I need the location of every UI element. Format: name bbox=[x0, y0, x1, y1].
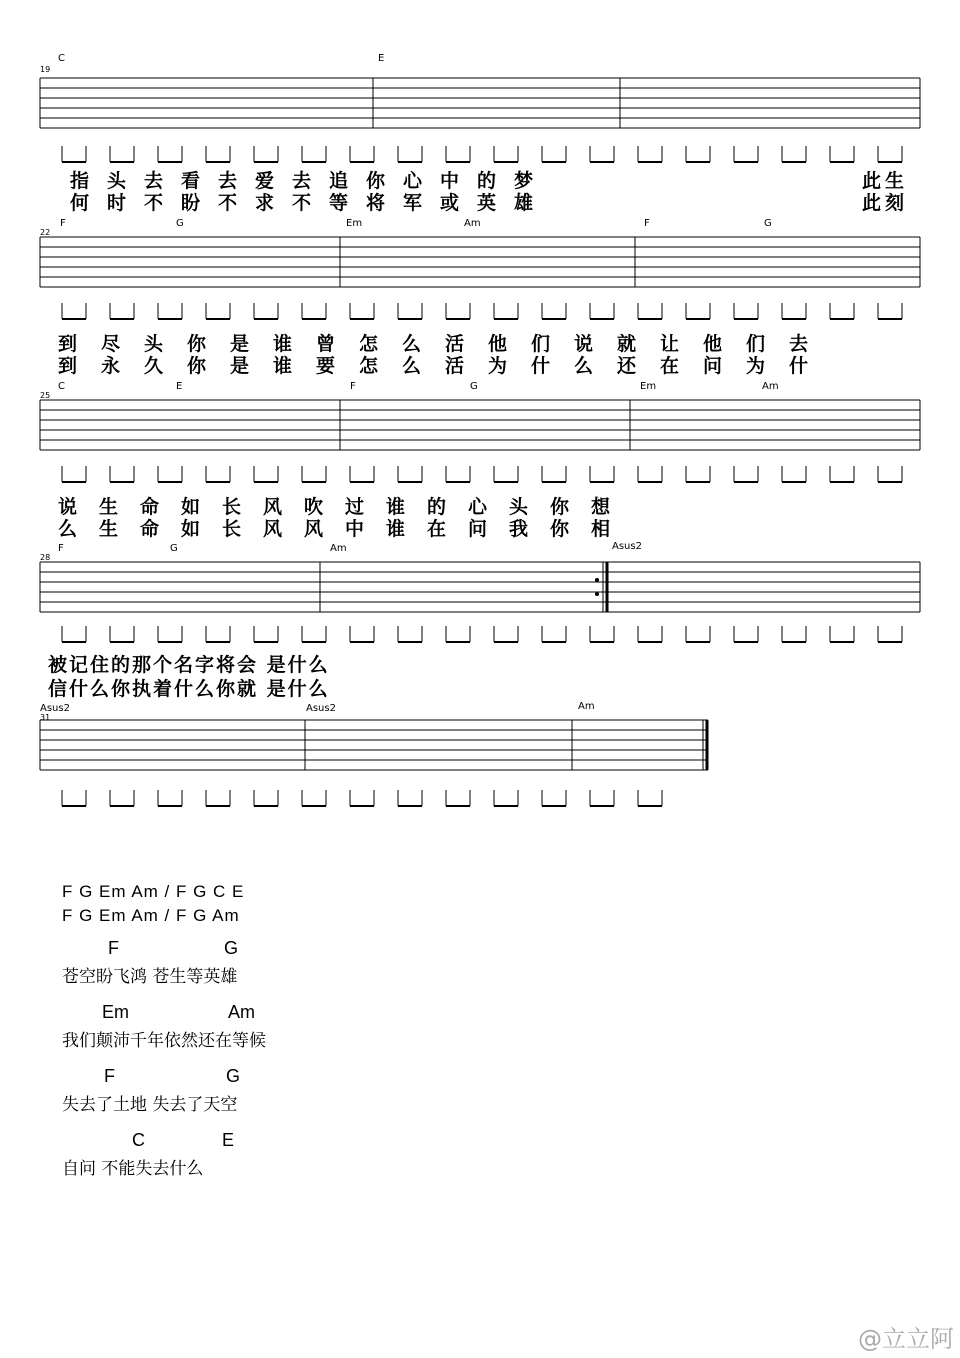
measure-number: 22 bbox=[40, 228, 51, 237]
chord-label: C bbox=[58, 381, 65, 392]
chord-label: G bbox=[224, 938, 239, 958]
rhythm-marks bbox=[62, 790, 662, 806]
rhythm-marks bbox=[62, 146, 902, 162]
chord-label: G bbox=[470, 381, 478, 392]
chord-label: G bbox=[764, 218, 772, 229]
lyric-line-2: 么生命如长风风中谁在问我你相 bbox=[58, 518, 633, 540]
chord-progression: F G Em Am / F G Am bbox=[62, 906, 240, 925]
measure-number: 31 bbox=[40, 713, 51, 722]
chord-label: Asus2 bbox=[306, 703, 336, 714]
chord-sheet bbox=[62, 880, 482, 1184]
lyric-block bbox=[62, 1130, 482, 1184]
lyric-tail-2: 此刻 bbox=[862, 192, 909, 214]
watermark: @立立阿 bbox=[858, 1325, 954, 1353]
measure-number: 19 bbox=[40, 65, 51, 74]
chord-label: F bbox=[108, 938, 119, 958]
chord-label: F bbox=[350, 381, 356, 392]
chord-label: Am bbox=[330, 543, 347, 554]
tab-staff bbox=[0, 700, 960, 820]
chord-label: G bbox=[176, 218, 184, 229]
rhythm-marks bbox=[62, 626, 902, 642]
lyric-block bbox=[62, 1066, 482, 1120]
chord-label: Asus2 bbox=[612, 541, 642, 552]
lyric-block bbox=[62, 938, 482, 992]
chord-label: Em bbox=[102, 1002, 129, 1022]
lyric-text: 自问 不能失去什么 bbox=[62, 1159, 204, 1179]
lyric-line-2: 到永久你是谁要怎么活为什么还在问为什 bbox=[58, 355, 833, 377]
chord-label: Am bbox=[228, 1002, 255, 1022]
lyric-block bbox=[62, 1002, 482, 1056]
chord-label: Am bbox=[464, 218, 481, 229]
lyric-tail-1: 此生 bbox=[862, 170, 909, 192]
lyric-line-2: 何时不盼不求不等将军或英雄 bbox=[70, 192, 552, 214]
chord-progression: F G Em Am / F G C E bbox=[62, 882, 245, 901]
tab-system-4 bbox=[0, 540, 960, 705]
tab-system-1 bbox=[0, 50, 960, 214]
chord-label: Asus2 bbox=[40, 703, 70, 714]
lyric-line-1: 说生命如长风吹过谁的心头你想 bbox=[58, 496, 633, 518]
chord-label: G bbox=[226, 1066, 241, 1086]
chord-label: F bbox=[60, 218, 66, 229]
measure-number: 28 bbox=[40, 553, 51, 562]
chord-label: E bbox=[176, 381, 183, 392]
chord-label: Em bbox=[640, 381, 657, 392]
chord-label: E bbox=[378, 53, 385, 64]
measure-number: 25 bbox=[40, 391, 51, 400]
chord-label: F bbox=[644, 218, 650, 229]
lyric-text: 我们颠沛千年依然还在等候 bbox=[62, 1031, 266, 1051]
chord-label: E bbox=[222, 1130, 235, 1150]
chord-label: F bbox=[58, 543, 64, 554]
rhythm-marks bbox=[62, 466, 902, 482]
lyric-line-2: 信什么你执着什么你就 是什么 bbox=[48, 678, 330, 700]
chord-label: G bbox=[170, 543, 178, 554]
chord-label: F bbox=[104, 1066, 115, 1086]
chord-label: Am bbox=[578, 701, 595, 712]
tab-system-3 bbox=[0, 378, 960, 548]
chord-label: Am bbox=[762, 381, 779, 392]
tab-system-5 bbox=[0, 700, 960, 820]
chord-label: C bbox=[132, 1130, 145, 1150]
tab-system-2 bbox=[0, 215, 960, 380]
chord-label: C bbox=[58, 53, 65, 64]
chord-label: Em bbox=[346, 218, 363, 229]
lyric-line-1: 被记住的那个名字将会 是什么 bbox=[48, 654, 330, 676]
rhythm-marks bbox=[62, 303, 902, 319]
lyric-text: 苍空盼飞鸿 苍生等英雄 bbox=[62, 967, 238, 987]
lyric-text: 失去了土地 失去了天空 bbox=[62, 1095, 238, 1115]
lyric-line-1: 到尽头你是谁曾怎么活他们说就让他们去 bbox=[58, 333, 833, 355]
lyric-line-1: 指头去看去爱去追你心中的梦 bbox=[70, 170, 552, 192]
